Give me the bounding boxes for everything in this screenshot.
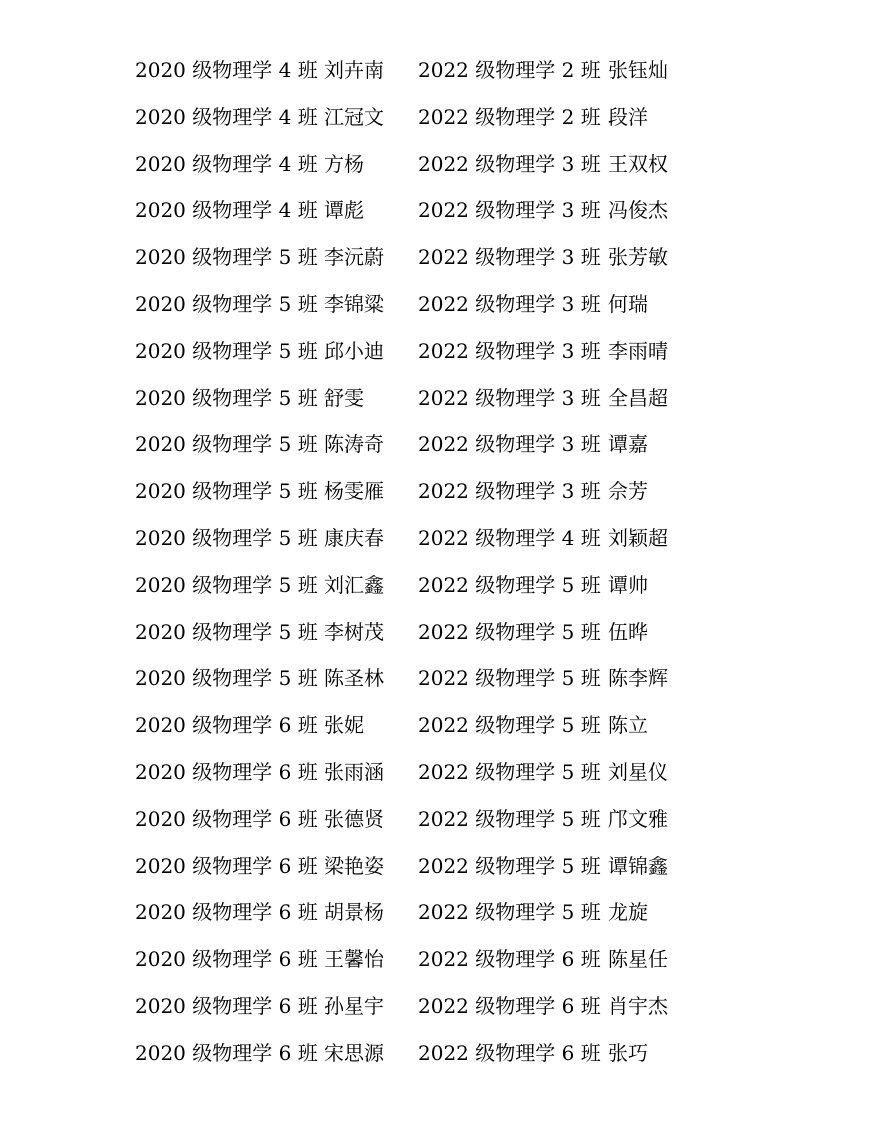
left-student-name: 谭彪: [324, 198, 364, 223]
right-class-label: 2022 级物理学 6 班: [418, 947, 601, 972]
right-class-label: 2022 级物理学 3 班: [418, 479, 601, 504]
left-student-name: 宋思源: [324, 1040, 384, 1065]
left-student-name: 梁艳姿: [324, 853, 384, 878]
left-student-name: 陈涛奇: [324, 432, 384, 457]
left-class-label: 2020 级物理学 4 班: [135, 58, 318, 82]
list-row: [0, 1038, 889, 1068]
right-class-label: 2022 级物理学 3 班: [418, 338, 601, 363]
right-class-label: 2022 级物理学 5 班: [418, 619, 601, 644]
right-class-label: 2022 级物理学 3 班: [418, 245, 601, 270]
left-class-label: 2020 级物理学 5 班: [135, 666, 318, 691]
list-row: [0, 336, 889, 366]
list-row: [0, 757, 889, 787]
list-row: [0, 476, 889, 506]
left-class-label: 2020 级物理学 6 班: [135, 994, 318, 1018]
right-student-name: 冯俊杰: [608, 198, 668, 223]
list-row: [0, 710, 889, 740]
left-student-name: 李锦粱: [324, 292, 384, 316]
left-class-label: 2020 级物理学 5 班: [135, 338, 318, 363]
list-row: [0, 55, 889, 85]
right-class-label: 2022 级物理学 5 班: [418, 572, 601, 597]
right-student-name: 邝文雅: [608, 806, 668, 831]
right-student-name: 全昌超: [608, 385, 668, 410]
left-student-name: 杨雯雁: [324, 479, 384, 504]
left-class-label: 2020 级物理学 5 班: [135, 526, 318, 550]
right-class-label: 2022 级物理学 6 班: [418, 1040, 601, 1065]
left-student-name: 江冠文: [324, 104, 384, 129]
left-student-name: 张德贤: [324, 806, 384, 831]
right-student-name: 陈李辉: [608, 666, 668, 691]
left-class-label: 2020 级物理学 6 班: [135, 806, 318, 831]
right-student-name: 陈立: [608, 713, 648, 738]
left-class-label: 2020 级物理学 4 班: [135, 198, 318, 223]
left-class-label: 2020 级物理学 6 班: [135, 853, 318, 878]
right-student-name: 龙旋: [608, 900, 648, 925]
list-row: [0, 289, 889, 319]
right-class-label: 2022 级物理学 4 班: [418, 526, 601, 550]
left-student-name: 李沅蔚: [324, 245, 384, 270]
right-student-name: 张巧: [608, 1040, 648, 1065]
right-student-name: 刘颖超: [608, 526, 668, 550]
left-student-name: 张雨涵: [324, 760, 384, 784]
left-student-name: 陈圣林: [324, 666, 384, 691]
list-row: [0, 804, 889, 834]
right-student-name: 张芳敏: [608, 245, 668, 270]
list-row: [0, 944, 889, 974]
left-class-label: 2020 级物理学 5 班: [135, 432, 318, 457]
left-class-label: 2020 级物理学 6 班: [135, 760, 318, 784]
right-class-label: 2022 级物理学 3 班: [418, 151, 601, 176]
right-student-name: 张钰灿: [608, 58, 668, 82]
right-class-label: 2022 级物理学 2 班: [418, 104, 601, 129]
left-class-label: 2020 级物理学 5 班: [135, 292, 318, 316]
list-row: [0, 383, 889, 413]
left-student-name: 邱小迪: [324, 338, 384, 363]
left-class-label: 2020 级物理学 6 班: [135, 947, 318, 972]
list-row: [0, 429, 889, 459]
left-class-label: 2020 级物理学 6 班: [135, 713, 318, 738]
list-row: [0, 663, 889, 693]
left-student-name: 胡景杨: [324, 900, 384, 925]
list-row: [0, 851, 889, 881]
list-row: [0, 570, 889, 600]
right-student-name: 何瑞: [608, 292, 648, 316]
right-class-label: 2022 级物理学 5 班: [418, 900, 601, 925]
left-class-label: 2020 级物理学 6 班: [135, 900, 318, 925]
left-student-name: 刘汇鑫: [324, 572, 384, 597]
right-class-label: 2022 级物理学 5 班: [418, 666, 601, 691]
left-class-label: 2020 级物理学 5 班: [135, 245, 318, 270]
right-class-label: 2022 级物理学 6 班: [418, 994, 601, 1018]
list-row: [0, 195, 889, 225]
left-student-name: 刘卉南: [324, 58, 384, 82]
right-class-label: 2022 级物理学 5 班: [418, 713, 601, 738]
left-class-label: 2020 级物理学 5 班: [135, 572, 318, 597]
right-class-label: 2022 级物理学 3 班: [418, 292, 601, 316]
list-row: [0, 991, 889, 1021]
right-class-label: 2022 级物理学 5 班: [418, 760, 601, 784]
left-class-label: 2020 级物理学 4 班: [135, 104, 318, 129]
right-student-name: 段洋: [608, 104, 648, 129]
right-student-name: 刘星仪: [608, 760, 668, 784]
left-class-label: 2020 级物理学 5 班: [135, 385, 318, 410]
left-student-name: 孙星宇: [324, 994, 384, 1018]
right-student-name: 肖宇杰: [608, 994, 668, 1018]
left-student-name: 张妮: [324, 713, 364, 738]
right-student-name: 谭锦鑫: [608, 853, 668, 878]
right-student-name: 佘芳: [608, 479, 648, 504]
left-student-name: 方杨: [324, 151, 364, 176]
right-class-label: 2022 级物理学 2 班: [418, 58, 601, 82]
left-class-label: 2020 级物理学 4 班: [135, 151, 318, 176]
right-class-label: 2022 级物理学 3 班: [418, 432, 601, 457]
list-row: [0, 617, 889, 647]
left-class-label: 2020 级物理学 5 班: [135, 479, 318, 504]
right-student-name: 李雨晴: [608, 338, 668, 363]
left-class-label: 2020 级物理学 5 班: [135, 619, 318, 644]
left-student-name: 王馨怡: [324, 947, 384, 972]
left-student-name: 康庆春: [324, 526, 384, 550]
list-row: [0, 102, 889, 132]
right-class-label: 2022 级物理学 3 班: [418, 385, 601, 410]
list-row: [0, 523, 889, 553]
right-student-name: 谭帅: [608, 572, 648, 597]
list-row: [0, 242, 889, 272]
right-class-label: 2022 级物理学 5 班: [418, 853, 601, 878]
right-class-label: 2022 级物理学 5 班: [418, 806, 601, 831]
left-student-name: 李树茂: [324, 619, 384, 644]
right-student-name: 伍晔: [608, 619, 648, 644]
right-student-name: 陈星任: [608, 947, 668, 972]
right-class-label: 2022 级物理学 3 班: [418, 198, 601, 223]
left-student-name: 舒雯: [324, 385, 364, 410]
right-student-name: 王双权: [608, 151, 668, 176]
list-row: [0, 149, 889, 179]
left-class-label: 2020 级物理学 6 班: [135, 1040, 318, 1065]
list-row: [0, 897, 889, 927]
right-student-name: 谭嘉: [608, 432, 648, 457]
